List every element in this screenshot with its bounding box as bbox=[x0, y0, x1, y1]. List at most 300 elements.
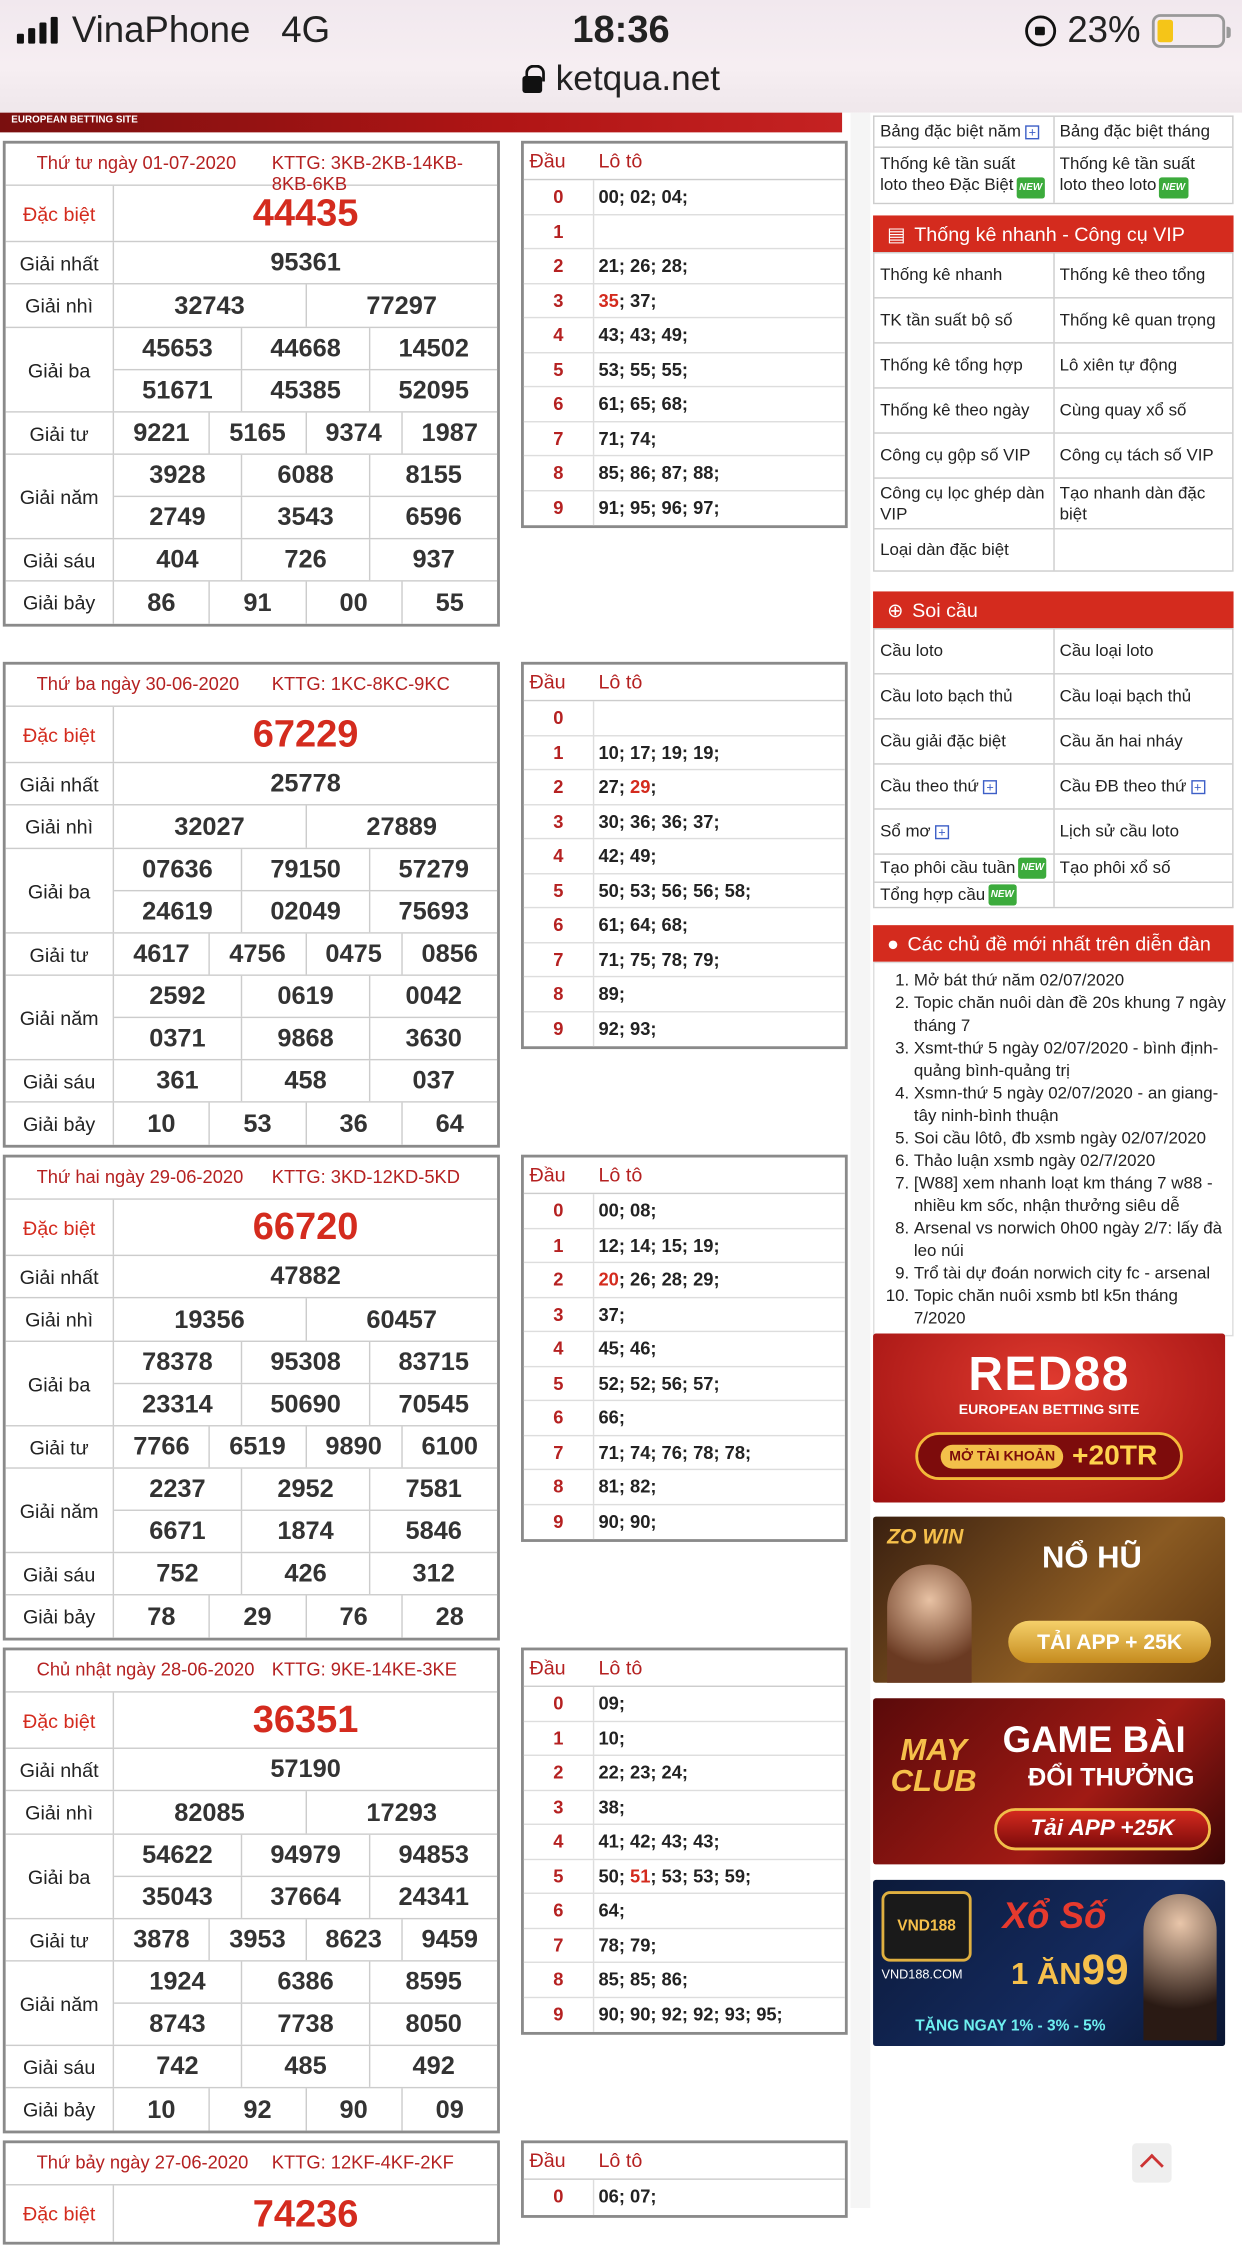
forum-topic-link[interactable]: 10. Topic chăn nuôi xsmb btl k5n tháng 7/2020 bbox=[914, 1284, 1227, 1329]
loto-row bbox=[524, 1894, 845, 1929]
battery-percent: 23% bbox=[1067, 8, 1141, 51]
prize-number: 64 bbox=[401, 1103, 497, 1145]
sidebar-link[interactable]: Công cụ tách số VIP bbox=[1053, 434, 1233, 478]
prize-number: 10 bbox=[147, 2094, 176, 2123]
prize-label: Giải sáu bbox=[6, 1060, 114, 1101]
sidebar-link[interactable]: Cùng quay xổ số bbox=[1053, 389, 1233, 433]
ad-strip-text: EUROPEAN BETTING SITE bbox=[11, 115, 138, 126]
prize-number: 1874 bbox=[241, 1511, 369, 1552]
sidebar-link[interactable]: Tổng hợp cầu NEW bbox=[874, 883, 1052, 907]
prize-row-g6 bbox=[6, 1553, 497, 1595]
prize-number: 6100 bbox=[401, 1426, 497, 1467]
red88-banner[interactable] bbox=[873, 1334, 1225, 1503]
prize-row-g5 bbox=[6, 1469, 497, 1553]
prize-number: 4617 bbox=[133, 939, 190, 968]
prize-label: Giải bảy bbox=[6, 1595, 114, 1637]
dau-digit: 2 bbox=[524, 1263, 594, 1296]
loto-row bbox=[524, 180, 845, 214]
prize-row-g2 bbox=[6, 1298, 497, 1342]
prize-label: Giải bảy bbox=[6, 1103, 114, 1145]
prize-label: Giải ba bbox=[6, 1342, 114, 1425]
loto-values: 22; 23; 24; bbox=[598, 1761, 689, 1783]
scroll-to-top-button[interactable] bbox=[1132, 2143, 1171, 2182]
zo-win-banner[interactable]: ZO WIN NỔ HŨ TẢI APP + 25K bbox=[873, 1517, 1225, 1683]
sidebar-link[interactable]: Thống kê nhanh bbox=[880, 264, 1003, 285]
model-image bbox=[1143, 1894, 1216, 2040]
zo-download-button[interactable]: TẢI APP + 25K bbox=[1008, 1621, 1211, 1663]
loto-row bbox=[524, 1436, 845, 1471]
clock: 18:36 bbox=[572, 8, 670, 51]
prize-number: 2952 bbox=[241, 1469, 369, 1510]
prize-number: 44668 bbox=[241, 328, 369, 369]
prize-label: Giải nhì bbox=[6, 284, 114, 326]
dau-digit: 4 bbox=[524, 1332, 594, 1365]
prize-number: 07636 bbox=[142, 854, 213, 883]
prize-row-g4 bbox=[6, 1426, 497, 1468]
prize-number: 9374 bbox=[305, 413, 401, 454]
url-text: ketqua.net bbox=[555, 59, 721, 99]
sidebar-link[interactable]: Cầu theo thứ + bbox=[874, 765, 1052, 809]
loto-header: Lô tô bbox=[598, 670, 643, 693]
expand-icon[interactable]: + bbox=[1191, 779, 1205, 793]
draw-date[interactable]: Thứ tư ngày 01-07-2020 bbox=[36, 152, 237, 174]
loto-row bbox=[524, 1687, 845, 1722]
prize-row-g2 bbox=[6, 284, 497, 328]
forum-topic-link[interactable]: 8. Arsenal vs norwich 0h00 ngày 2/7: lấy đà leo núi bbox=[914, 1217, 1227, 1262]
prize-number: 2749 bbox=[149, 502, 206, 531]
carrier-name: VinaPhone bbox=[71, 8, 251, 51]
prize-number: 426 bbox=[241, 1553, 369, 1594]
prize-label: Giải ba bbox=[6, 1835, 114, 1918]
link-bang-dac-biet-thang[interactable]: Bảng đặc biệt tháng bbox=[1053, 117, 1233, 147]
quick-stats-table bbox=[873, 252, 1233, 572]
kttg-codes: KTTG: 3KD-12KD-5KD bbox=[271, 1165, 460, 1188]
loto-header: Lô tô bbox=[598, 149, 643, 172]
prize-number: 23314 bbox=[142, 1389, 213, 1419]
prize-number: 92 bbox=[209, 2088, 305, 2130]
forum-topic-link[interactable]: 7. [W88] xem nhanh loạt km tháng 7 w88 - nhiều km sốc, nhận thưởng siêu dễ bbox=[914, 1172, 1227, 1217]
dau-digit: 3 bbox=[524, 805, 594, 838]
prize-row-g3 bbox=[6, 1835, 497, 1919]
dau-digit: 5 bbox=[524, 874, 594, 907]
prize-number: 57279 bbox=[369, 849, 497, 890]
loto-row bbox=[524, 1505, 845, 1540]
loto-values: 85; 85; 86; bbox=[598, 1968, 689, 1990]
prize-number: 6596 bbox=[369, 497, 497, 538]
prize-label: Đặc biệt bbox=[6, 1693, 114, 1748]
forum-topic-link[interactable]: 3. Xsmt-thứ 5 ngày 02/07/2020 - bình định-quảng bình-quảng trị bbox=[914, 1036, 1227, 1081]
forum-topic-link[interactable]: 5. Soi cầu lôtô, đb xsmb ngày 02/07/2020 bbox=[914, 1127, 1227, 1150]
dau-digit: 2 bbox=[524, 770, 594, 803]
may-club-banner[interactable]: MAY CLUB GAME BÀI ĐỔI THƯỞNG Tải APP +25K bbox=[873, 1698, 1225, 1864]
dau-digit: 4 bbox=[524, 839, 594, 872]
dau-digit: 0 bbox=[524, 1194, 594, 1227]
prize-label: Giải năm bbox=[6, 455, 114, 538]
loto-row bbox=[524, 1194, 845, 1229]
sidebar-link[interactable]: Thống kê quan trọng bbox=[1053, 299, 1233, 343]
battery-icon bbox=[1152, 13, 1225, 47]
ad-strip[interactable] bbox=[0, 113, 842, 133]
prize-number: 458 bbox=[241, 1060, 369, 1101]
prize-row-g6 bbox=[6, 539, 497, 581]
prize-number: 53 bbox=[209, 1103, 305, 1145]
sidebar-link[interactable]: Cầu loto bạch thủ bbox=[880, 685, 1013, 706]
sidebar-link[interactable]: Thống kê tổng hợp bbox=[880, 354, 1023, 375]
link-tan-suat-loto[interactable]: Thống kê tần suất loto theo loto NEW bbox=[1053, 148, 1233, 203]
prize-number: 90 bbox=[305, 2088, 401, 2130]
prize-number: 9890 bbox=[305, 1426, 401, 1467]
expand-icon[interactable]: + bbox=[983, 779, 997, 793]
prize-label: Giải sáu bbox=[6, 539, 114, 580]
dau-digit: 9 bbox=[524, 1505, 594, 1540]
prize-number: 9221 bbox=[133, 418, 190, 447]
sidebar-link[interactable]: Sổ mơ + bbox=[874, 810, 1052, 854]
rotation-lock-icon bbox=[1025, 15, 1056, 46]
red88-open-account-button[interactable]: MỞ TÀI KHOẢN +20TR bbox=[915, 1432, 1183, 1480]
sidebar-link[interactable]: Loại dàn đặc biệt bbox=[880, 539, 1009, 560]
prize-number: 67229 bbox=[252, 712, 359, 755]
forum-topic-link[interactable]: 1. Mở bát thứ năm 02/07/2020 bbox=[914, 969, 1227, 992]
prize-number: 037 bbox=[369, 1060, 497, 1101]
dau-digit: 7 bbox=[524, 1436, 594, 1469]
may-download-button[interactable]: Tải APP +25K bbox=[994, 1808, 1211, 1850]
vnd188-banner[interactable]: VND188 VND188.COM Xổ Số 1 ĂN99 TẶNG NGAY 1% - 3% - 5% bbox=[873, 1880, 1225, 2046]
loto-row bbox=[524, 1332, 845, 1367]
dau-digit: 0 bbox=[524, 2180, 594, 2215]
prize-number: 76 bbox=[305, 1595, 401, 1637]
status-bar bbox=[0, 0, 1242, 113]
expand-icon[interactable]: + bbox=[1025, 125, 1039, 139]
kttg-codes: KTTG: 9KE-14KE-3KE bbox=[271, 1658, 457, 1680]
prize-number: 32743 bbox=[174, 290, 245, 319]
forum-topic-link[interactable]: 9. Trổ tài dự đoán norwich city fc - arsenal bbox=[914, 1262, 1227, 1285]
loto-values: 37; bbox=[598, 1303, 625, 1325]
sidebar-link[interactable]: Thống kê theo tổng bbox=[1053, 253, 1233, 297]
prize-label: Giải năm bbox=[6, 976, 114, 1059]
prize-label: Giải năm bbox=[6, 1962, 114, 2045]
dau-digit: 3 bbox=[524, 1298, 594, 1331]
prize-number: 2237 bbox=[149, 1474, 206, 1503]
loto-values: 90; 90; 92; 92; 93; 95; bbox=[598, 2003, 783, 2025]
loto-row bbox=[524, 805, 845, 840]
loto-values: 53; 55; 55; bbox=[598, 358, 689, 380]
loto-row bbox=[524, 1928, 845, 1963]
link-tan-suat-dac-biet[interactable]: Thống kê tần suất loto theo Đặc Biệt NEW bbox=[874, 148, 1052, 203]
loto-row bbox=[524, 1401, 845, 1435]
loto-row bbox=[524, 1825, 845, 1860]
prize-number: 52095 bbox=[369, 370, 497, 411]
draw-date[interactable]: Chủ nhật ngày 28-06-2020 bbox=[36, 1658, 255, 1680]
prize-number: 0042 bbox=[369, 976, 497, 1017]
loto-values: 61; 64; 68; bbox=[598, 913, 689, 936]
forum-topics-header: ● Các chủ đề mới nhất trên diễn đàn bbox=[873, 925, 1233, 962]
prize-number: 7766 bbox=[133, 1432, 190, 1461]
search-icon: ⊕ bbox=[887, 597, 904, 621]
prize-number: 10 bbox=[147, 1108, 176, 1138]
prize-row-g4 bbox=[6, 934, 497, 976]
prize-number: 0371 bbox=[149, 1023, 206, 1052]
loto-row bbox=[524, 839, 845, 874]
result-table bbox=[3, 1648, 500, 2134]
prize-number: 0475 bbox=[305, 934, 401, 975]
dau-digit: 7 bbox=[524, 1928, 594, 1961]
prize-number: 1987 bbox=[401, 413, 497, 454]
prize-number: 00 bbox=[305, 582, 401, 624]
loto-row bbox=[524, 1756, 845, 1791]
prize-number: 5846 bbox=[369, 1511, 497, 1552]
sidebar-link[interactable]: Lịch sử cầu loto bbox=[1053, 810, 1233, 854]
loto-row bbox=[524, 1012, 845, 1046]
prize-label: Giải năm bbox=[6, 1469, 114, 1552]
column-separator bbox=[851, 113, 871, 2208]
dau-digit: 4 bbox=[524, 318, 594, 351]
loto-values: 85; 86; 87; 88; bbox=[598, 461, 720, 483]
sidebar bbox=[873, 115, 1233, 1336]
prize-number: 7738 bbox=[241, 2004, 369, 2045]
sidebar-link[interactable]: Thống kê theo ngày bbox=[880, 399, 1030, 420]
sidebar-link bbox=[1053, 883, 1233, 907]
prize-label: Giải nhì bbox=[6, 1298, 114, 1340]
prize-row-g5 bbox=[6, 1962, 497, 2046]
prize-number: 3928 bbox=[149, 460, 206, 489]
prize-number: 1924 bbox=[149, 1967, 206, 1996]
prize-row-db bbox=[6, 707, 497, 763]
prize-number: 91 bbox=[209, 582, 305, 624]
link-bang-dac-biet-nam[interactable]: Bảng đặc biệt năm + bbox=[874, 117, 1052, 147]
prize-number: 8743 bbox=[149, 2009, 206, 2038]
prize-row-g5 bbox=[6, 976, 497, 1060]
loto-row bbox=[524, 908, 845, 943]
dau-digit: 1 bbox=[524, 215, 594, 248]
sidebar-link[interactable]: Tạo phôi xổ số bbox=[1053, 855, 1233, 882]
prize-row-g7 bbox=[6, 582, 497, 624]
loto-values: 41; 42; 43; 43; bbox=[598, 1830, 720, 1852]
dau-digit: 8 bbox=[524, 1470, 594, 1503]
prize-row-g3 bbox=[6, 1342, 497, 1426]
prize-number: 3953 bbox=[209, 1919, 305, 1960]
prize-number: 492 bbox=[369, 2046, 497, 2087]
loto-values: 89; bbox=[598, 982, 625, 1005]
loto-values: 27; 29; bbox=[598, 775, 657, 798]
dau-digit: 0 bbox=[524, 1687, 594, 1720]
dau-digit: 6 bbox=[524, 908, 594, 941]
loto-row bbox=[524, 456, 845, 491]
prize-number: 0619 bbox=[241, 976, 369, 1017]
prize-number: 75693 bbox=[369, 891, 497, 932]
sidebar-link[interactable]: Công cụ gộp số VIP bbox=[880, 444, 1031, 465]
soi-cau-header: ⊕ Soi cầu bbox=[873, 591, 1233, 628]
dau-digit: 5 bbox=[524, 1859, 594, 1892]
prize-number: 78378 bbox=[142, 1347, 213, 1376]
sidebar-link[interactable]: Tạo phôi cầu tuần NEW bbox=[874, 855, 1052, 882]
loto-values: 12; 14; 15; 19; bbox=[598, 1234, 720, 1256]
prize-row-g1 bbox=[6, 1256, 497, 1298]
new-badge: NEW bbox=[1159, 177, 1188, 198]
prize-number: 742 bbox=[156, 2051, 199, 2080]
prize-number: 94853 bbox=[369, 1835, 497, 1876]
loto-values: 30; 36; 36; 37; bbox=[598, 810, 720, 832]
dau-header: Đầu bbox=[529, 670, 566, 693]
prize-number: 6088 bbox=[241, 455, 369, 496]
prize-label: Giải tư bbox=[6, 1426, 114, 1467]
result-table bbox=[3, 2140, 500, 2244]
prize-number: 3878 bbox=[133, 1924, 190, 1954]
expand-icon[interactable]: + bbox=[935, 824, 949, 838]
prize-label: Đặc biệt bbox=[6, 707, 114, 762]
sidebar-link[interactable]: TK tần suất bộ số bbox=[880, 309, 1013, 330]
prize-label: Giải nhất bbox=[6, 1256, 114, 1297]
prize-number: 24619 bbox=[142, 896, 213, 926]
dau-digit: 3 bbox=[524, 1790, 594, 1823]
loto-row bbox=[524, 874, 845, 908]
prize-row-g5 bbox=[6, 455, 497, 539]
dau-digit: 6 bbox=[524, 1894, 594, 1927]
dau-digit: 1 bbox=[524, 1229, 594, 1262]
prize-label: Giải sáu bbox=[6, 2046, 114, 2087]
prize-row-g2 bbox=[6, 1791, 497, 1835]
loto-values: 78; 79; bbox=[598, 1934, 657, 1956]
result-table bbox=[3, 141, 500, 627]
loto-values: 21; 26; 28; bbox=[598, 254, 689, 276]
quick-stats-header: ▤ Thống kê nhanh - Công cụ VIP bbox=[873, 215, 1233, 252]
chart-icon: ▤ bbox=[887, 221, 906, 245]
prize-label: Đặc biệt bbox=[6, 2185, 114, 2241]
prize-label: Đặc biệt bbox=[6, 1200, 114, 1255]
dau-digit: 8 bbox=[524, 1963, 594, 1996]
prize-number: 27889 bbox=[305, 805, 497, 847]
dau-digit: 8 bbox=[524, 977, 594, 1010]
loto-row bbox=[524, 977, 845, 1012]
loto-row bbox=[524, 1963, 845, 1998]
sidebar-link[interactable]: Cầu ăn hai nháy bbox=[1053, 720, 1233, 764]
sidebar-link[interactable]: Cầu ĐB theo thứ + bbox=[1053, 765, 1233, 809]
loto-values: 10; 17; 19; 19; bbox=[598, 741, 720, 763]
loto-row bbox=[524, 1721, 845, 1756]
loto-values: 00; 08; bbox=[598, 1199, 657, 1221]
dau-digit: 8 bbox=[524, 456, 594, 489]
draw-date[interactable]: Thứ hai ngày 29-06-2020 bbox=[36, 1165, 244, 1188]
draw-date[interactable]: Thứ ba ngày 30-06-2020 bbox=[36, 673, 240, 695]
loto-row bbox=[524, 1470, 845, 1505]
draw-date[interactable]: Thứ bảy ngày 27-06-2020 bbox=[36, 2151, 249, 2173]
sidebar-link[interactable]: Tạo nhanh dàn đặc biệt bbox=[1053, 479, 1233, 528]
loto-values: 71; 75; 78; 79; bbox=[598, 948, 720, 970]
sidebar-link[interactable]: Cầu loại bạch thủ bbox=[1053, 675, 1233, 719]
prize-number: 14502 bbox=[369, 328, 497, 369]
loto-row bbox=[524, 387, 845, 422]
dau-digit: 0 bbox=[524, 701, 594, 734]
prize-number: 752 bbox=[156, 1558, 199, 1587]
prize-label: Giải ba bbox=[6, 328, 114, 411]
loto-row bbox=[524, 422, 845, 456]
prize-number: 312 bbox=[369, 1553, 497, 1594]
model-image bbox=[887, 1564, 971, 1682]
red88-logo: RED88 bbox=[968, 1347, 1130, 1402]
prize-number: 361 bbox=[156, 1065, 199, 1095]
dau-digit: 6 bbox=[524, 387, 594, 420]
new-badge: NEW bbox=[988, 884, 1017, 905]
prize-number: 45653 bbox=[142, 333, 213, 362]
prize-label: Đặc biệt bbox=[6, 186, 114, 241]
forum-topic-link[interactable]: 6. Thảo luận xsmb ngày 02/7/2020 bbox=[914, 1149, 1227, 1172]
prize-number: 2592 bbox=[149, 981, 206, 1010]
loto-table bbox=[521, 1155, 848, 1542]
loto-row bbox=[524, 770, 845, 805]
red88-sub: EUROPEAN BETTING SITE bbox=[958, 1402, 1140, 1419]
loto-values bbox=[594, 701, 598, 734]
prize-number: 6386 bbox=[241, 1962, 369, 2003]
prize-number: 57190 bbox=[270, 1754, 341, 1783]
loto-values: 43; 43; 49; bbox=[598, 323, 689, 345]
soi-cau-table bbox=[873, 628, 1233, 908]
prize-row-db bbox=[6, 1200, 497, 1256]
prize-number: 86 bbox=[147, 587, 176, 617]
prize-row-g6 bbox=[6, 1060, 497, 1102]
loto-row bbox=[524, 318, 845, 353]
prize-label: Giải bảy bbox=[6, 582, 114, 624]
prize-number: 9868 bbox=[241, 1018, 369, 1059]
loto-values: 90; 90; bbox=[598, 1510, 657, 1532]
prize-number: 25778 bbox=[270, 768, 341, 798]
loto-values: 91; 95; 96; 97; bbox=[598, 496, 720, 518]
loto-values: 50; 51; 53; 53; 59; bbox=[598, 1865, 752, 1887]
prize-number: 50690 bbox=[241, 1384, 369, 1425]
loto-values: 10; bbox=[598, 1727, 625, 1749]
sidebar-link[interactable]: Công cụ lọc ghép dàn VIP bbox=[880, 482, 1045, 524]
prize-row-g1 bbox=[6, 1749, 497, 1791]
prize-number: 6671 bbox=[149, 1516, 206, 1545]
dau-digit: 9 bbox=[524, 491, 594, 525]
dau-header: Đầu bbox=[529, 1655, 566, 1679]
prize-label: Giải nhất bbox=[6, 763, 114, 804]
network-type: 4G bbox=[281, 8, 331, 51]
prize-number: 60457 bbox=[305, 1298, 497, 1340]
prize-number: 7581 bbox=[369, 1469, 497, 1510]
loto-values: 06; 07; bbox=[598, 2185, 657, 2207]
loto-row bbox=[524, 1298, 845, 1333]
dau-digit: 0 bbox=[524, 180, 594, 213]
sidebar-link[interactable]: Lô xiên tự động bbox=[1053, 344, 1233, 388]
prize-number: 485 bbox=[241, 2046, 369, 2087]
prize-number: 51671 bbox=[142, 375, 213, 405]
prize-label: Giải nhất bbox=[6, 1749, 114, 1790]
forum-topic-link[interactable]: 4. Xsmn-thứ 5 ngày 02/07/2020 - an giang-tây ninh-bình thuận bbox=[914, 1081, 1227, 1126]
result-table bbox=[3, 662, 500, 1148]
loto-header: Lô tô bbox=[598, 1163, 643, 1186]
sidebar-link[interactable]: Cầu loại loto bbox=[1053, 629, 1233, 673]
loto-table bbox=[521, 2140, 848, 2217]
loto-values: 35; 37; bbox=[598, 289, 657, 311]
kttg-codes: KTTG: 1KC-8KC-9KC bbox=[271, 673, 450, 695]
dau-digit: 9 bbox=[524, 1997, 594, 2032]
prize-number: 55 bbox=[401, 582, 497, 624]
sidebar-link[interactable]: Cầu loto bbox=[880, 640, 944, 661]
prize-number: 94979 bbox=[241, 1835, 369, 1876]
dau-header: Đầu bbox=[529, 2148, 566, 2172]
address-bar[interactable] bbox=[0, 59, 1242, 100]
kttg-codes: KTTG: 3KB-2KB-14KB-8KB-6KB bbox=[271, 152, 464, 195]
prize-label: Giải nhì bbox=[6, 1791, 114, 1833]
forum-topic-link[interactable]: 2. Topic chăn nuôi dàn đề 20s khung 7 ngày tháng 7 bbox=[914, 991, 1227, 1036]
result-table bbox=[3, 1155, 500, 1641]
loto-values: 71; 74; 76; 78; 78; bbox=[598, 1441, 752, 1463]
dau-digit: 5 bbox=[524, 1367, 594, 1400]
loto-values: 92; 93; bbox=[598, 1017, 657, 1039]
prize-number: 47882 bbox=[270, 1261, 341, 1290]
prize-number: 78 bbox=[147, 1601, 176, 1630]
sidebar-link[interactable]: Cầu giải đặc biệt bbox=[880, 730, 1006, 751]
loto-values: 00; 02; 04; bbox=[598, 185, 689, 207]
